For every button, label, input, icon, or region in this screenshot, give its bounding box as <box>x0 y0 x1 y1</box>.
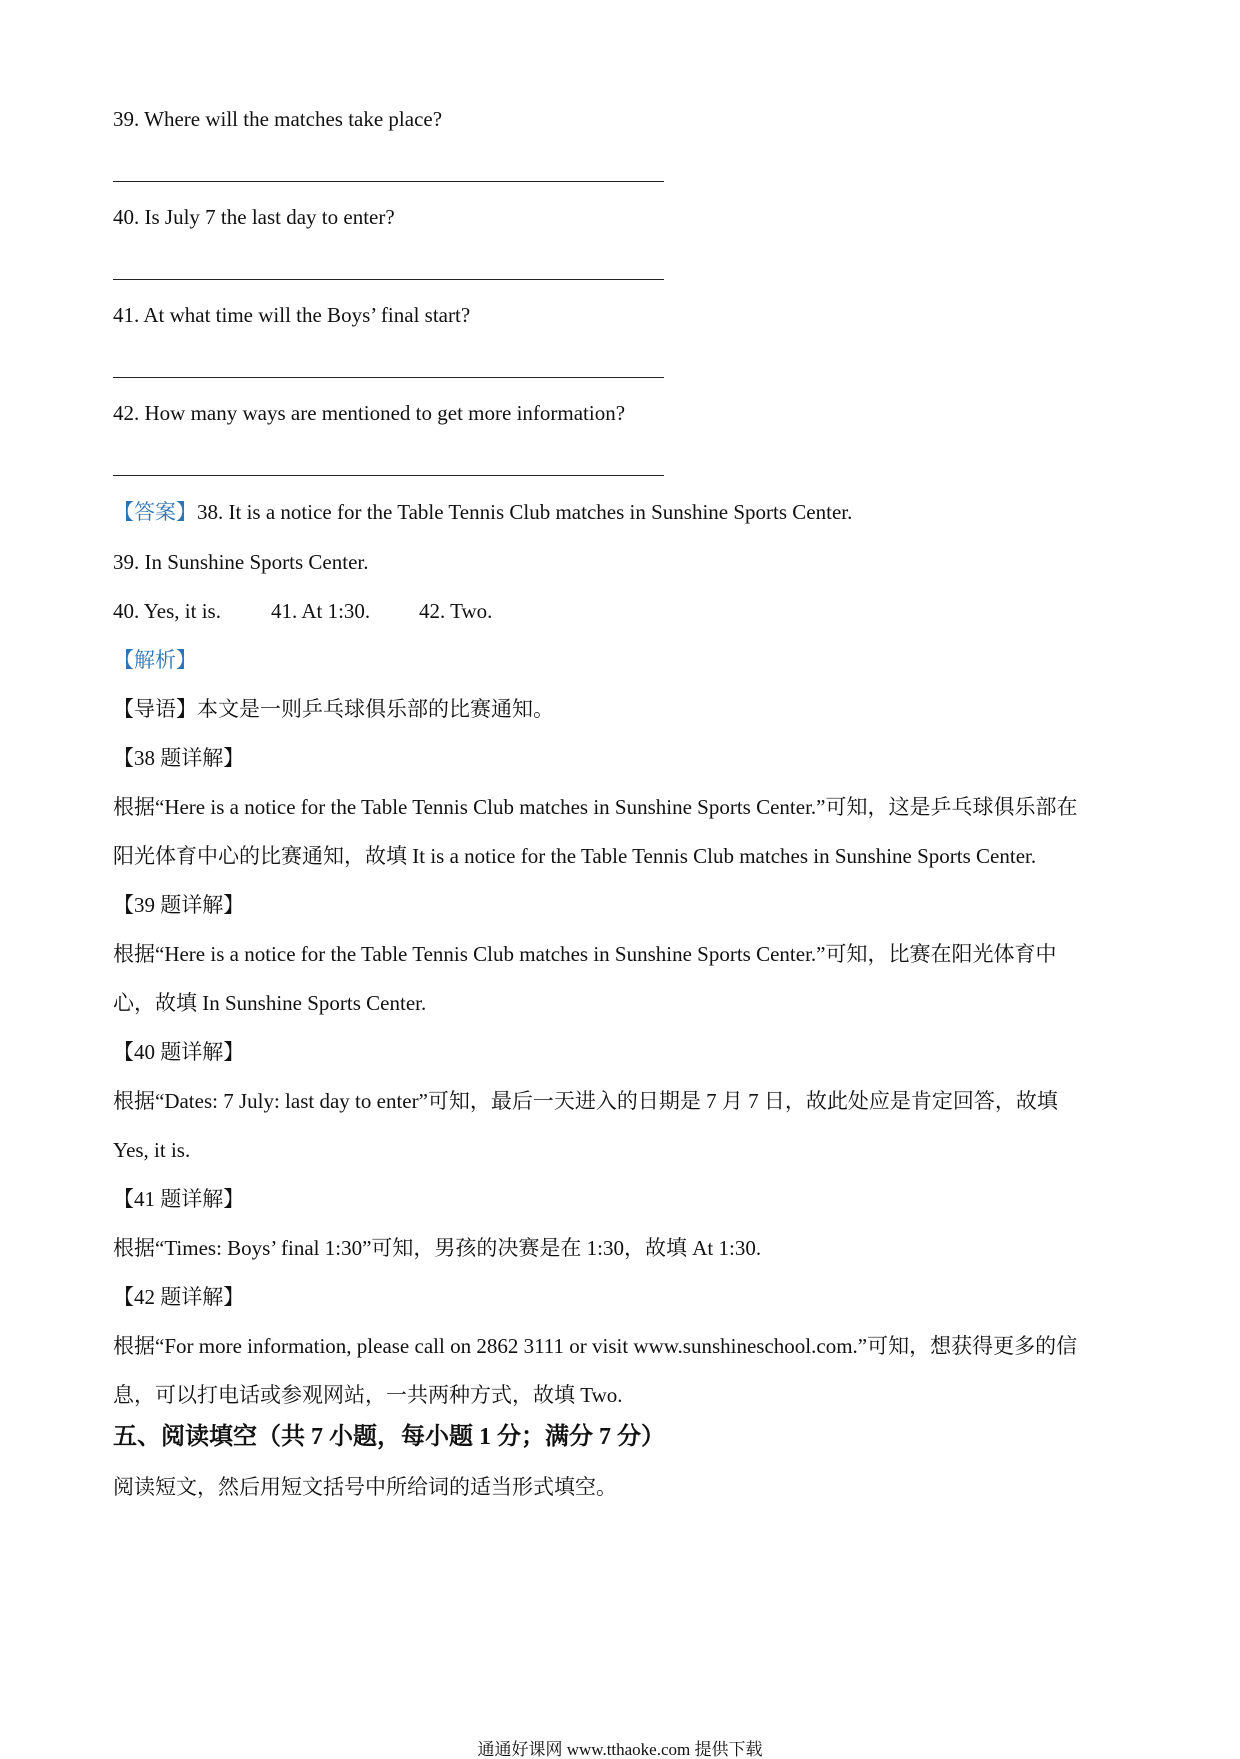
question-42: 42. How many ways are mentioned to get more information? <box>113 401 626 425</box>
detail-38-text: 根据“Here is a notice for the Table Tennis Club matches in Sunshine Sports Center.”可知，这是乒乓球俱乐部在 <box>113 795 1078 819</box>
question-40: 40. Is July 7 the last day to enter? <box>113 205 395 229</box>
answers-row <box>113 601 492 622</box>
detail-39-text-cont: 心，故填 In Sunshine Sports Center. <box>113 991 427 1015</box>
section-5-instruction: 阅读短文，然后用短文括号中所给词的适当形式填空。 <box>113 1475 617 1499</box>
answer-blank-39[interactable] <box>113 181 664 182</box>
detail-41-title: 【41 题详解】 <box>113 1187 245 1211</box>
question-39: 39. Where will the matches take place? <box>113 107 443 131</box>
answer-blank-40[interactable] <box>113 279 664 280</box>
detail-40-title: 【40 题详解】 <box>113 1040 245 1064</box>
detail-40-text: 根据“Dates: 7 July: last day to enter”可知，最后一天进入的日期是 7 月 7 日，故此处应是肯定回答，故填 <box>113 1089 1058 1113</box>
answer-38: 38. It is a notice for the Table Tennis Club matches in Sunshine Sports Center. <box>197 500 853 524</box>
answer-40: 40. Yes, it is. <box>113 599 221 623</box>
answer-39: 39. In Sunshine Sports Center. <box>113 550 369 574</box>
detail-38-title: 【38 题详解】 <box>113 746 245 770</box>
detail-41-text: 根据“Times: Boys’ final 1:30”可知，男孩的决赛是在 1:30，故填 At 1:30. <box>113 1236 762 1260</box>
analysis-tag: 【解析】 <box>113 648 197 672</box>
analysis-intro: 【导语】本文是一则乒乓球俱乐部的比赛通知。 <box>113 697 554 721</box>
answer-41: 41. At 1:30. <box>271 599 371 623</box>
section-5-heading: 五、阅读填空（共 7 小题，每小题 1 分；满分 7 分） <box>113 1424 665 1450</box>
detail-38-text-cont: 阳光体育中心的比赛通知，故填 It is a notice for the Table Tennis Club matches in Sunshine Sports Center. <box>113 844 1037 868</box>
answer-blank-42[interactable] <box>113 475 664 476</box>
detail-40-text-cont: Yes, it is. <box>113 1138 191 1162</box>
question-41: 41. At what time will the Boys’ final start? <box>113 303 471 327</box>
detail-42-title: 【42 题详解】 <box>113 1285 245 1309</box>
page-footer: 通通好课网 www.tthaoke.com 提供下载 <box>477 1740 763 1759</box>
answer-42: 42. Two. <box>419 599 493 623</box>
detail-39-text: 根据“Here is a notice for the Table Tennis Club matches in Sunshine Sports Center.”可知，比赛在阳光体育中 <box>113 942 1057 966</box>
detail-39-title: 【39 题详解】 <box>113 893 245 917</box>
answer-tag: 【答案】 <box>113 500 197 524</box>
detail-42-text-cont: 息，可以打电话或参观网站，一共两种方式，故填 Two. <box>113 1383 623 1407</box>
detail-42-text: 根据“For more information, please call on 2862 3111 or visit www.sunshineschool.com.”可知，想获得更多的信 <box>113 1334 1078 1358</box>
answer-38-line <box>113 502 852 523</box>
answer-blank-41[interactable] <box>113 377 664 378</box>
